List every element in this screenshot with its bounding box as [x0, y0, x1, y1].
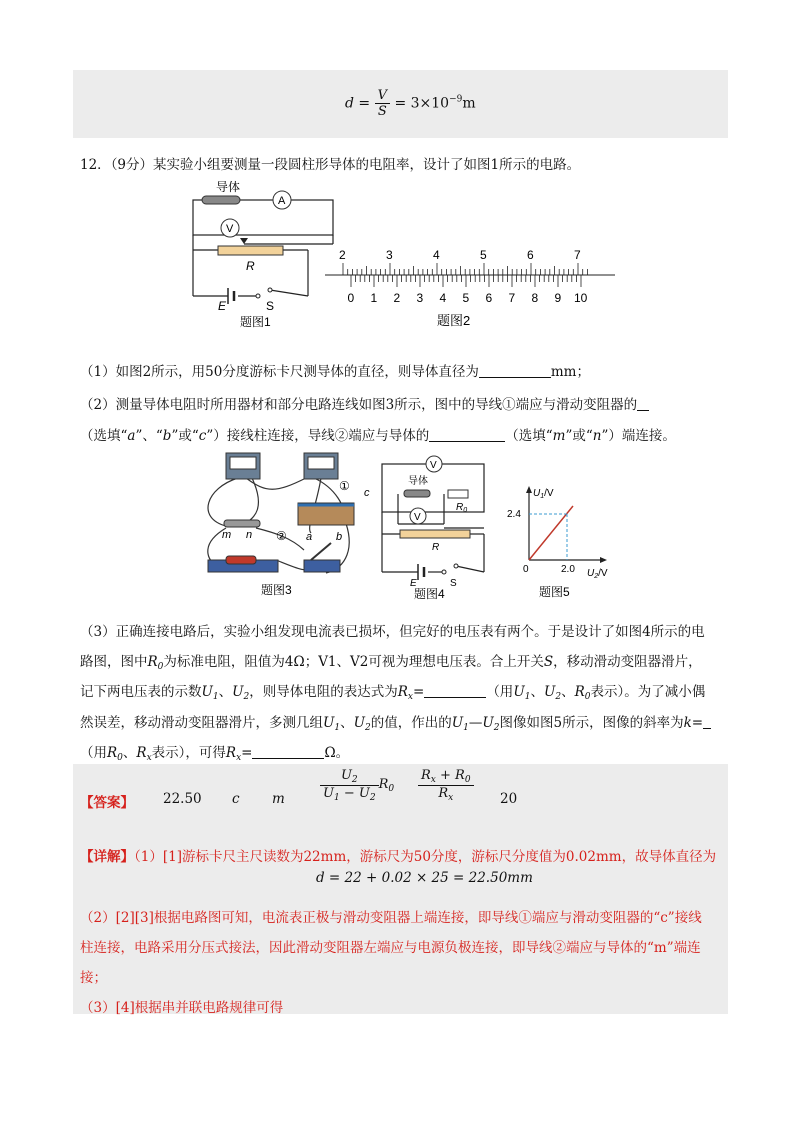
svg-text:E: E — [410, 578, 417, 589]
fig1-label-conductor: 导体 — [216, 180, 241, 194]
top-formula: d = $\frac{V}{S}$ = $3\times 10^{-9}m$ — [345, 88, 476, 119]
svg-text:A: A — [278, 195, 286, 207]
svg-text:R: R — [432, 542, 440, 553]
detail-p2-l1: （2）[2][3]根据电路图可知，电流表正极与滑动变阻器上端连接，即导线①端应与滑动变阻器的“c”接线 — [80, 910, 702, 926]
fig3-conductor — [224, 520, 260, 527]
svg-text:S: S — [266, 299, 275, 313]
fig3-caption: 题图3 — [261, 583, 292, 597]
part-2-line-2: （选填“a”、“b”或“c”）接线柱连接，导线②端应与导体的 （选填“m”或“n”）端连接。 — [80, 428, 676, 444]
fig1-conductor-bar — [202, 196, 240, 204]
fig1-rheostat — [218, 246, 283, 255]
svg-text:n: n — [246, 529, 253, 541]
figure-2-vernier — [325, 245, 615, 335]
vernier-label: 10 — [574, 291, 588, 305]
part1-blank[interactable] — [479, 365, 551, 378]
main-scale-label: 2 — [339, 248, 346, 262]
answer-3: m — [272, 791, 285, 807]
svg-text:U2/V: $U_2/V$ — [587, 568, 608, 580]
svg-text:②: ② — [276, 529, 287, 543]
svg-text:m: m — [222, 529, 232, 541]
main-scale-label: 5 — [480, 248, 487, 262]
vernier-label: 1 — [370, 291, 378, 305]
detail-p2-l3: 接； — [80, 970, 107, 986]
part-3-line-2: 路图，图中$R_0$为标准电阻，阻值为4Ω；V1、V2可视为理想电压表。合上开关S，移动滑动变阻器滑片， — [80, 654, 702, 672]
answer-5-fraction: $\frac{R_x + R_0}{R_x}$ — [418, 768, 474, 803]
main-scale-label: 4 — [433, 248, 440, 262]
svg-text:R: R — [246, 259, 255, 273]
main-scale-label: 3 — [386, 248, 393, 262]
fig3-switch-icon — [304, 560, 340, 572]
svg-text:V: V — [430, 460, 437, 471]
answer-1: 22.50 — [163, 791, 202, 807]
answer-4-fraction: $\frac{U_2}{U_1 - U_2}$ $R_0$ — [320, 768, 394, 803]
detail-p1: 【详解】（1）[1]游标卡尺主尺读数为22mm，游标尺为50分度，游标尺分度值为0.02mm，故导体直径为 — [80, 849, 717, 865]
part3-blank-k[interactable] — [703, 716, 711, 729]
svg-text:E: E — [218, 299, 227, 313]
fig4-caption: 题图4 — [414, 587, 445, 600]
part-3-line-4: 然误差，移动滑动变阻器滑片，多测几组$U_1$、$U_2$的值，作出的$U_1—U_2$图像如图5所示，图像的斜率为k= — [80, 711, 711, 733]
part-3-line-5: （用$R_0$、$R_x$表示），可得$R_x= \Omega$。 — [80, 745, 350, 763]
part-1-text: （1）如图2所示，用50分度游标卡尺测导体的直径，则导体直径为 mm； — [80, 364, 590, 380]
vernier-label: 7 — [508, 291, 516, 305]
vernier-label: 6 — [485, 291, 493, 305]
part3-blank-rx[interactable] — [424, 685, 486, 698]
answer-label: 【答案】 — [80, 795, 134, 811]
vernier-label: 3 — [416, 291, 424, 305]
vernier-label: 9 — [554, 291, 562, 305]
part3-blank-value[interactable] — [252, 746, 324, 759]
fig4-rheostat — [400, 530, 470, 538]
fig1-slider-icon — [240, 238, 248, 244]
vernier-label: 0 — [347, 291, 355, 305]
figure-3-apparatus — [196, 448, 371, 600]
svg-text:c: c — [364, 487, 370, 499]
part2-blank-2[interactable] — [429, 429, 505, 442]
svg-text:导体: 导体 — [408, 476, 428, 487]
svg-text:a: a — [306, 531, 313, 543]
figure-5-graph — [505, 482, 615, 600]
figure-1-circuit — [190, 178, 340, 328]
svg-text:2.4: 2.4 — [507, 509, 521, 520]
fig4-conductor — [404, 490, 430, 497]
detail-equation: d = 22 + 0.02 × 25 = 22.50mm — [316, 870, 533, 886]
detail-p3: （3）[4]根据串并联电路规律可得 — [80, 1000, 284, 1016]
svg-text:2.0: 2.0 — [561, 564, 575, 575]
part2-blank-1[interactable] — [637, 398, 649, 411]
vernier-label: 2 — [393, 291, 401, 305]
svg-text:U1/V: $U_1/V$ — [533, 488, 554, 500]
question-stem: 12．（9分）某实验小组要测量一段圆柱形导体的电阻率，设计了如图1所示的电路。 — [80, 157, 581, 173]
vernier-label: 4 — [439, 291, 447, 305]
fig1-caption: 题图1 — [240, 315, 271, 328]
svg-text:①: ① — [339, 479, 350, 493]
main-scale-label: 6 — [527, 248, 534, 262]
fig5-caption: 题图5 — [539, 585, 570, 599]
answer-2: c — [232, 791, 240, 807]
part-3-line-3: 记下两电压表的示数$U_1$、$U_2$，则导体电阻的表达式为$R_x=$ （用$U_1$、$U_2$、$R_0$表示）。为了减小偶 — [80, 684, 706, 702]
figure-4-circuit — [378, 452, 493, 600]
answer-6: 20 — [500, 791, 518, 807]
vernier-label: 5 — [462, 291, 470, 305]
svg-text:b: b — [336, 531, 343, 543]
detail-p2-l2: 柱连接，电路采用分压式接法，因此滑动变阻器左端应与电源负极连接，即导线②端应与导体的“m”端连 — [80, 940, 701, 956]
svg-text:S: S — [450, 578, 457, 589]
svg-text:R0: $R_0$ — [456, 502, 468, 514]
svg-text:V: V — [226, 223, 234, 235]
part-3-line-1: （3）正确连接电路后，实验小组发现电流表已损坏，但完好的电压表有两个。于是设计了如图4所示的电 — [80, 624, 705, 640]
vernier-label: 8 — [531, 291, 539, 305]
fig4-r0 — [448, 490, 468, 498]
svg-text:V: V — [414, 512, 421, 523]
part-2-line-1: （2）测量导体电阻时所用器材和部分电路连线如图3所示，图中的导线①端应与滑动变阻器的 — [80, 393, 649, 413]
fig2-caption: 题图2 — [437, 313, 471, 328]
svg-text:0: 0 — [523, 564, 529, 575]
main-scale-label: 7 — [574, 248, 581, 262]
